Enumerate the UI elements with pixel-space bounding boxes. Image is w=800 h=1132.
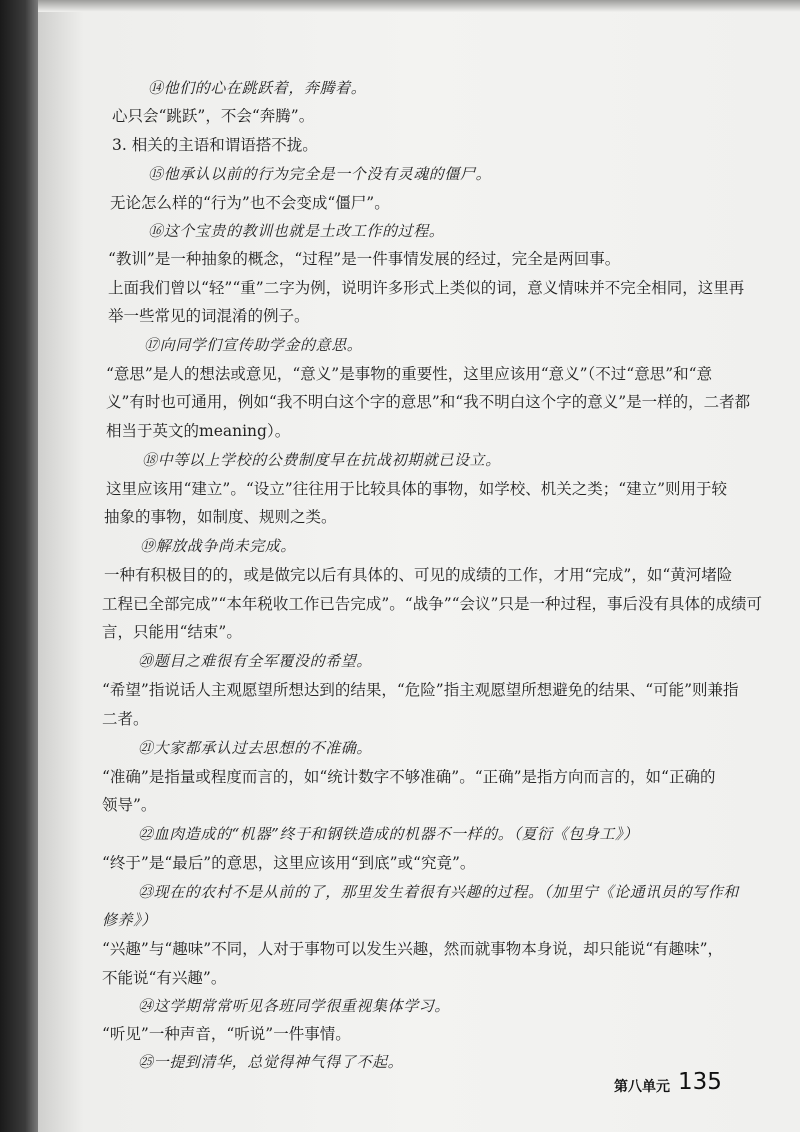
text-line: 不能说“有兴趣”。 — [102, 969, 227, 987]
text-line: 相当于英文的meaning）。 — [106, 422, 291, 440]
text-line: 这里应该用“建立”。“设立”往往用于比较具体的事物，如学校、机关之类；“建立”则用于较 — [106, 480, 728, 498]
book-gutter — [0, 0, 42, 1132]
example-23: ㉓现在的农村不是从前的了，那里发生着很有兴趣的过程。（加里宁《论通讯员的写作和 — [138, 883, 739, 901]
text-line: “意思”是人的想法或意见，“意义”是事物的重要性，这里应该用“意义”（不过“意思”和“意 — [106, 365, 713, 383]
book-page — [38, 0, 800, 1132]
example-19: ⑲解放战争尚未完成。 — [140, 537, 297, 555]
example-22: ㉒血肉造成的“机器”终于和钢铁造成的机器不一样的。（夏衍《包身工》） — [138, 825, 639, 843]
text-line: 义”有时也可通用，例如“我不明白这个字的意思”和“我不明白这个字的意义”是一样的，二者都 — [106, 393, 751, 411]
text-line: “兴趣”与“趣味”不同，人对于事物可以发生兴趣，然而就事物本身说，却只能说“有趣味”， — [102, 940, 724, 958]
text-line: “希望”指说话人主观愿望所想达到的结果，“危险”指主观愿望所想避免的结果、“可能”则兼指 — [102, 681, 739, 699]
example-23-cont: 修养》） — [102, 911, 157, 929]
text-line: 举一些常见的词混淆的例子。 — [108, 307, 310, 325]
example-21: ㉑大家都承认过去思想的不准确。 — [138, 739, 373, 757]
text-line: “教训”是一种抽象的概念，“过程”是一件事情发展的经过，完全是两回事。 — [108, 250, 621, 268]
example-18: ⑱中等以上学校的公费制度早在抗战初期就已设立。 — [142, 451, 501, 469]
text-line: 上面我们曾以“轻”“重”二字为例，说明许多形式上类似的词，意义情味并不完全相同，这里再 — [108, 279, 745, 297]
text-line: “听见”一种声音，“听说”一件事情。 — [102, 1025, 351, 1043]
text-line: 领导”。 — [102, 796, 157, 814]
example-16: ⑯这个宝贵的教训也就是土改工作的过程。 — [148, 222, 445, 240]
example-25: ㉕一提到清华，总觉得神气得了不起。 — [138, 1053, 404, 1071]
example-20: ⑳题目之难很有全军覆没的希望。 — [138, 652, 373, 670]
text-line: 二者。 — [102, 710, 149, 728]
example-17: ⑰向同学们宣传助学金的意思。 — [144, 336, 363, 354]
text-line: “准确”是指量或程度而言的，如“统计数字不够准确”。“正确”是指方向而言的，如“正确的 — [102, 768, 716, 786]
example-15: ⑮他承认以前的行为完全是一个没有灵魂的僵尸。 — [148, 165, 492, 183]
page-top-edge — [38, 0, 800, 12]
text-line: 心只会“跳跃”，不会“奔腾”。 — [112, 107, 315, 125]
section-heading-3: 3. 相关的主语和谓语搭不拢。 — [112, 136, 318, 154]
text-line: 言，只能用“结束”。 — [102, 623, 242, 641]
text-line: “终于”是“最后”的意思，这里应该用“到底”或“究竟”。 — [102, 854, 476, 872]
page-number: 135 — [678, 1069, 722, 1095]
example-14: ⑭他们的心在跳跃着，奔腾着。 — [148, 79, 367, 97]
example-24: ㉔这学期常常听见各班同学很重视集体学习。 — [138, 997, 451, 1015]
text-line: 工程已全部完成”“本年税收工作已告完成”。“战争”“会议”只是一种过程，事后没有具体的成绩可 — [102, 595, 762, 613]
text-line: 抽象的事物，如制度、规则之类。 — [104, 508, 337, 526]
text-line: 无论怎么样的“行为”也不会变成“僵尸”。 — [110, 194, 390, 212]
footer-unit-label: 第八单元 — [614, 1079, 670, 1095]
text-line: 一种有积极目的的，或是做完以后有具体的、可见的成绩的工作，才用“完成”，如“黄河堵险 — [104, 566, 733, 584]
